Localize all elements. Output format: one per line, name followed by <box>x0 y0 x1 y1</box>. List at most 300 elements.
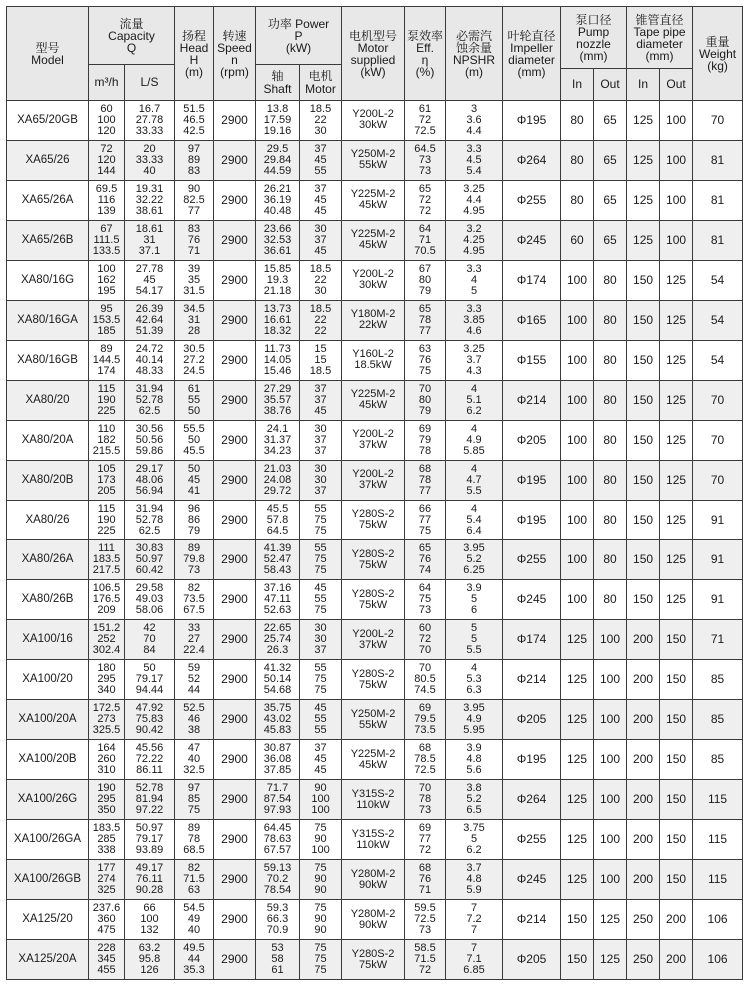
cell-value: 18.32 <box>263 324 292 337</box>
cell-value: 37.85 <box>263 764 292 777</box>
cell-shaft-power <box>256 500 300 540</box>
cell-value: 5 <box>470 833 478 846</box>
cell-value: 75 <box>314 953 327 965</box>
cell-value: 4.4 <box>466 193 482 206</box>
cell-value: 228 <box>97 942 116 954</box>
cell-tape-in: 125 <box>627 220 660 260</box>
cell-value: 190 <box>97 513 116 526</box>
cell-value: 274 <box>97 873 116 886</box>
cell-value: 182 <box>97 433 116 446</box>
table-row <box>7 500 743 540</box>
cell-value: 3.95 <box>463 702 485 715</box>
cell-value: Y200L-2 <box>352 108 394 121</box>
cell-value: 63 <box>418 342 432 355</box>
cell-value: 52.78 <box>135 393 164 406</box>
cell-capacity-m3h <box>89 300 125 340</box>
cell-value: 50 <box>187 433 201 446</box>
cell-value: 29.72 <box>263 484 292 497</box>
cell-capacity-m3h <box>89 940 125 980</box>
cell-value: 69 <box>418 702 432 715</box>
cell-value: 51.5 <box>183 102 205 115</box>
cell-speed: 2900 <box>214 940 256 980</box>
cell-value: 89 <box>100 342 113 355</box>
cell-value: 24.5 <box>183 364 205 377</box>
cell-value: 48.06 <box>135 473 164 486</box>
table-row <box>7 620 743 660</box>
cell-head <box>175 820 214 860</box>
cell-nozzle-in: 125 <box>561 820 594 860</box>
cell-motor-power <box>300 660 342 700</box>
cell-value: 70 <box>418 662 432 675</box>
cell-impeller: Φ245 <box>503 860 561 900</box>
cell-weight: 71 <box>693 620 743 660</box>
cell-value: 7 <box>470 924 478 937</box>
cell-value: 75kW <box>358 678 388 691</box>
cell-value: 79.5 <box>414 713 436 726</box>
cell-model: XA100/20A <box>7 700 89 740</box>
cell-value: 79 <box>418 433 432 446</box>
cell-value: 75 <box>418 364 432 377</box>
cell-tape-out: 125 <box>660 300 693 340</box>
cell-value: 52.63 <box>263 604 292 617</box>
cell-impeller: Φ255 <box>503 540 561 580</box>
cell-value: 30kW <box>358 279 388 292</box>
cell-value: 30 <box>314 222 327 235</box>
cell-value: 75.83 <box>135 713 164 726</box>
cell-value: 31.37 <box>263 433 292 446</box>
cell-value: 110kW <box>356 798 390 811</box>
cell-value: 73 <box>418 164 432 177</box>
cell-value: 49.5 <box>183 942 205 954</box>
table-row <box>7 580 743 620</box>
cell-value: 47 <box>187 742 201 755</box>
cell-nozzle-out: 80 <box>594 420 627 460</box>
cell-value: 90.28 <box>135 884 164 897</box>
cell-value: 72 <box>100 142 113 155</box>
cell-shaft-power <box>256 700 300 740</box>
cell-value: 45kW <box>358 758 388 771</box>
cell-motor-model <box>342 420 405 460</box>
cell-tape-out: 150 <box>660 660 693 700</box>
cell-value: 62.5 <box>138 524 161 537</box>
cell-npshr <box>446 540 503 580</box>
table-header <box>7 7 743 101</box>
cell-model: XA80/26A <box>7 540 89 580</box>
cell-value: 68.5 <box>183 844 205 857</box>
cell-impeller: Φ165 <box>503 300 561 340</box>
cell-head <box>175 300 214 340</box>
cell-value: 72.22 <box>135 753 164 766</box>
cell-impeller: Φ264 <box>503 780 561 820</box>
header-motor: 电机型号 Motor supplied (kW) <box>342 7 405 101</box>
cell-capacity-m3h <box>89 380 125 420</box>
cell-nozzle-in: 80 <box>561 101 594 141</box>
cell-tape-in: 150 <box>627 380 660 420</box>
cell-value: 285 <box>97 833 116 846</box>
cell-value: 71 <box>187 244 201 257</box>
cell-value: 3.6 <box>466 113 482 126</box>
cell-value: 82.5 <box>183 193 205 206</box>
cell-value: 100 <box>311 844 330 857</box>
cell-nozzle-in: 80 <box>561 140 594 180</box>
cell-value: 86.11 <box>136 764 163 777</box>
cell-head <box>175 700 214 740</box>
cell-nozzle-in: 100 <box>561 300 594 340</box>
cell-tape-out: 100 <box>660 180 693 220</box>
cell-value: 63 <box>187 884 201 897</box>
cell-value: Y225M-2 <box>350 388 396 401</box>
cell-value: 69.5 <box>95 182 118 195</box>
cell-value: 77 <box>418 484 432 497</box>
cell-nozzle-out: 80 <box>594 380 627 420</box>
cell-value: 32.53 <box>263 233 292 246</box>
cell-tape-out: 150 <box>660 700 693 740</box>
cell-value: 26.3 <box>266 644 289 657</box>
cell-value: 45.56 <box>135 742 164 755</box>
cell-value: 4.25 <box>463 233 485 246</box>
cell-value: 75 <box>314 942 327 954</box>
cell-speed: 2900 <box>214 260 256 300</box>
cell-value: 69 <box>418 822 432 835</box>
cell-npshr <box>446 660 503 700</box>
cell-value: 29.58 <box>135 582 164 595</box>
cell-shaft-power <box>256 820 300 860</box>
cell-motor-model <box>342 180 405 220</box>
cell-value: 4.3 <box>466 364 482 377</box>
cell-value: 31 <box>187 313 201 326</box>
cell-value: 36.19 <box>263 193 292 206</box>
cell-value: 345 <box>97 953 116 965</box>
cell-value: 43.02 <box>263 713 292 726</box>
cell-value: 164 <box>97 742 116 755</box>
cell-motor-model <box>342 860 405 900</box>
cell-value: 55 <box>314 593 327 606</box>
cell-value: 81.94 <box>135 793 164 806</box>
cell-value: 45 <box>143 273 156 286</box>
header-m3h: m³/h <box>89 65 125 101</box>
cell-value: 75 <box>418 593 432 606</box>
cell-model: XA80/20 <box>7 380 89 420</box>
cell-value: 3.85 <box>463 313 485 326</box>
cell-value: 7.1 <box>466 953 482 965</box>
cell-efficiency <box>405 101 446 141</box>
cell-value: 15.46 <box>263 364 292 377</box>
cell-value: Y280S-2 <box>351 508 395 520</box>
cell-value: 5 <box>470 633 478 646</box>
cell-value: 89 <box>187 822 201 835</box>
cell-tape-out: 125 <box>660 380 693 420</box>
cell-motor-model <box>342 500 405 540</box>
cell-value: Y315S-2 <box>351 827 395 840</box>
cell-value: 22 <box>314 313 327 326</box>
header-pump-nozzle: 泵口径 Pump nozzle (mm) <box>561 7 627 69</box>
cell-head <box>175 140 214 180</box>
cell-value: 79.8 <box>183 553 205 566</box>
cell-tape-out: 150 <box>660 860 693 900</box>
cell-value: 90 <box>314 913 327 926</box>
cell-value: 55 <box>187 393 201 406</box>
cell-shaft-power <box>256 420 300 460</box>
cell-value: 11.73 <box>264 342 291 355</box>
cell-value: 4.9 <box>466 713 482 726</box>
cell-value: 39 <box>187 262 201 275</box>
cell-value: 90 <box>314 833 327 846</box>
cell-value: 340 <box>97 684 116 697</box>
cell-value: Y160L-2 <box>352 348 394 361</box>
cell-capacity-m3h <box>89 220 125 260</box>
cell-value: 76 <box>418 353 432 366</box>
cell-speed: 2900 <box>214 380 256 420</box>
cell-speed: 2900 <box>214 700 256 740</box>
header-efficiency: 泵效率 Eff. η (%) <box>405 7 446 101</box>
cell-value: 6 <box>470 604 478 617</box>
cell-capacity-ls <box>125 940 175 980</box>
cell-value: 47.92 <box>135 702 164 715</box>
cell-value: 71 <box>418 233 432 246</box>
cell-motor-model <box>342 900 405 940</box>
cell-value: 5.1 <box>466 393 482 406</box>
cell-tape-out: 100 <box>660 101 693 141</box>
cell-weight: 115 <box>693 820 743 860</box>
cell-value: 78 <box>418 444 432 457</box>
cell-npshr <box>446 820 503 860</box>
cell-value: 57.8 <box>266 513 289 526</box>
cell-capacity-ls <box>125 500 175 540</box>
cell-weight: 91 <box>693 540 743 580</box>
cell-motor-power <box>300 180 342 220</box>
cell-value: 46.5 <box>183 113 205 126</box>
cell-value: 18.5kW <box>354 359 392 372</box>
cell-value: 30kW <box>358 119 388 132</box>
cell-value: 37 <box>314 444 327 457</box>
cell-capacity-ls <box>125 300 175 340</box>
cell-value: 52.5 <box>183 702 205 715</box>
cell-value: 3.7 <box>466 353 482 366</box>
table-row <box>7 820 743 860</box>
cell-value: 3.7 <box>466 862 482 875</box>
cell-value: 106.5 <box>92 582 121 595</box>
cell-value: 100 <box>97 262 116 275</box>
cell-model: XA65/26A <box>7 180 89 220</box>
cell-capacity-m3h <box>89 820 125 860</box>
cell-value: 153.5 <box>92 313 121 326</box>
cell-value: 18.5 <box>309 102 332 115</box>
cell-value: 78 <box>418 793 432 806</box>
cell-value: 15 <box>314 342 327 355</box>
cell-nozzle-out: 80 <box>594 580 627 620</box>
cell-value: 75 <box>314 673 327 686</box>
header-shaft: 轴 Shaft <box>256 65 300 101</box>
cell-value: 24.1 <box>266 422 289 435</box>
cell-model: XA80/16GB <box>7 340 89 380</box>
cell-motor-power <box>300 900 342 940</box>
cell-tape-in: 125 <box>627 180 660 220</box>
cell-value: 55 <box>314 713 327 726</box>
cell-tape-out: 125 <box>660 500 693 540</box>
cell-value: 151.2 <box>92 622 121 635</box>
cell-value: 72 <box>418 113 432 126</box>
cell-value: 217.5 <box>92 564 121 577</box>
cell-capacity-m3h <box>89 620 125 660</box>
cell-value: 73 <box>418 804 432 817</box>
table-row <box>7 780 743 820</box>
cell-value: 24.72 <box>135 342 164 355</box>
cell-speed: 2900 <box>214 740 256 780</box>
cell-value: 40 <box>143 164 156 177</box>
cell-value: 37.1 <box>138 244 161 257</box>
cell-value: 65 <box>418 182 432 195</box>
cell-speed: 2900 <box>214 180 256 220</box>
header-weight: 重量 Weight (kg) <box>693 7 743 101</box>
cell-value: 72 <box>418 193 432 206</box>
cell-value: Y315S-2 <box>351 787 395 800</box>
cell-head <box>175 380 214 420</box>
cell-value: 64 <box>418 582 432 595</box>
cell-value: 59 <box>187 662 201 675</box>
table-row <box>7 380 743 420</box>
cell-impeller: Φ255 <box>503 180 561 220</box>
cell-value: 18.61 <box>135 222 164 235</box>
cell-value: 34.23 <box>263 444 292 457</box>
header-model: 型号 Model <box>7 7 89 101</box>
cell-model: XA80/26 <box>7 500 89 540</box>
cell-value: 22 <box>314 113 327 126</box>
cell-value: 42 <box>143 622 156 635</box>
cell-value: 70 <box>418 644 432 657</box>
cell-value: 58.06 <box>135 604 164 617</box>
cell-shaft-power <box>256 940 300 980</box>
cell-value: 120 <box>97 124 116 137</box>
cell-value: Y250M-2 <box>350 707 396 720</box>
cell-value: 77 <box>418 513 432 526</box>
cell-impeller: Φ195 <box>503 101 561 141</box>
cell-value: 37.16 <box>263 582 292 595</box>
cell-value: 20 <box>143 142 156 155</box>
cell-value: 295 <box>97 673 116 686</box>
cell-speed: 2900 <box>214 220 256 260</box>
cell-value: 190 <box>97 782 116 795</box>
cell-speed: 2900 <box>214 340 256 380</box>
cell-nozzle-in: 100 <box>561 500 594 540</box>
cell-value: 66.3 <box>266 913 289 926</box>
cell-value: 26.39 <box>135 302 164 315</box>
cell-value: 15 <box>314 353 327 366</box>
cell-value: 42.64 <box>135 313 164 326</box>
cell-value: 45.83 <box>263 724 292 737</box>
header-speed: 转速 Speed n (rpm) <box>214 7 256 101</box>
cell-npshr <box>446 180 503 220</box>
cell-motor-model <box>342 660 405 700</box>
cell-value: 37 <box>314 644 327 657</box>
table-row <box>7 660 743 700</box>
cell-value: 3.75 <box>463 822 485 835</box>
cell-value: 49.17 <box>135 862 164 875</box>
cell-impeller: Φ174 <box>503 260 561 300</box>
cell-tape-out: 125 <box>660 420 693 460</box>
cell-capacity-ls <box>125 260 175 300</box>
cell-value: 36.08 <box>263 753 292 766</box>
cell-value: 50.14 <box>263 673 292 686</box>
cell-tape-in: 200 <box>627 860 660 900</box>
cell-value: 177 <box>97 862 116 875</box>
cell-value: 67.5 <box>183 604 205 617</box>
cell-impeller: Φ245 <box>503 220 561 260</box>
cell-value: 75 <box>418 524 432 537</box>
cell-capacity-ls <box>125 220 175 260</box>
cell-value: 273 <box>97 713 116 726</box>
cell-value: 172.5 <box>92 702 121 715</box>
cell-weight: 81 <box>693 220 743 260</box>
cell-value: 45kW <box>358 399 388 412</box>
cell-speed: 2900 <box>214 620 256 660</box>
cell-shaft-power <box>256 380 300 420</box>
cell-speed: 2900 <box>214 860 256 900</box>
cell-nozzle-out: 80 <box>594 340 627 380</box>
cell-efficiency <box>405 380 446 420</box>
cell-weight: 106 <box>693 940 743 980</box>
cell-value: 30 <box>314 622 327 635</box>
cell-value: 173 <box>97 473 116 486</box>
header-tape-out: Out <box>660 69 693 101</box>
cell-motor-power <box>300 780 342 820</box>
cell-speed: 2900 <box>214 460 256 500</box>
cell-value: 45.5 <box>183 444 205 457</box>
cell-value: 90 <box>314 884 327 897</box>
cell-motor-model <box>342 700 405 740</box>
cell-value: 5.4 <box>466 164 482 177</box>
cell-impeller: Φ174 <box>503 620 561 660</box>
cell-value: 110kW <box>356 838 390 851</box>
cell-head <box>175 860 214 900</box>
cell-capacity-m3h <box>89 740 125 780</box>
cell-nozzle-out: 65 <box>594 180 627 220</box>
cell-tape-in: 150 <box>627 460 660 500</box>
cell-value: 55.5 <box>183 422 205 435</box>
cell-value: 71.5 <box>414 953 436 965</box>
cell-value: 67.57 <box>263 844 292 857</box>
cell-value: 64 <box>418 222 432 235</box>
cell-capacity-ls <box>125 540 175 580</box>
cell-value: 50 <box>187 404 201 417</box>
cell-motor-model <box>342 740 405 780</box>
cell-value: 100 <box>97 113 116 126</box>
cell-model: XA80/20A <box>7 420 89 460</box>
cell-shaft-power <box>256 540 300 580</box>
cell-value: 45 <box>314 702 327 715</box>
cell-value: 75kW <box>358 598 388 611</box>
cell-efficiency <box>405 220 446 260</box>
cell-value: 78.63 <box>263 833 292 846</box>
cell-value: 116 <box>97 193 116 206</box>
cell-value: 144.5 <box>92 353 121 366</box>
cell-value: 90kW <box>358 918 388 931</box>
cell-value: 29.5 <box>266 142 289 155</box>
cell-npshr <box>446 740 503 780</box>
cell-efficiency <box>405 620 446 660</box>
cell-npshr <box>446 500 503 540</box>
cell-efficiency <box>405 780 446 820</box>
cell-model: XA100/26GA <box>7 820 89 860</box>
cell-motor-power <box>300 140 342 180</box>
table-row <box>7 940 743 980</box>
cell-tape-out: 125 <box>660 260 693 300</box>
cell-npshr <box>446 101 503 141</box>
cell-value: 4.8 <box>466 753 482 766</box>
cell-value: 73 <box>187 564 201 577</box>
cell-value: Y225M-2 <box>350 228 396 241</box>
cell-value: 64.5 <box>414 142 436 155</box>
cell-value: 100 <box>311 804 330 817</box>
